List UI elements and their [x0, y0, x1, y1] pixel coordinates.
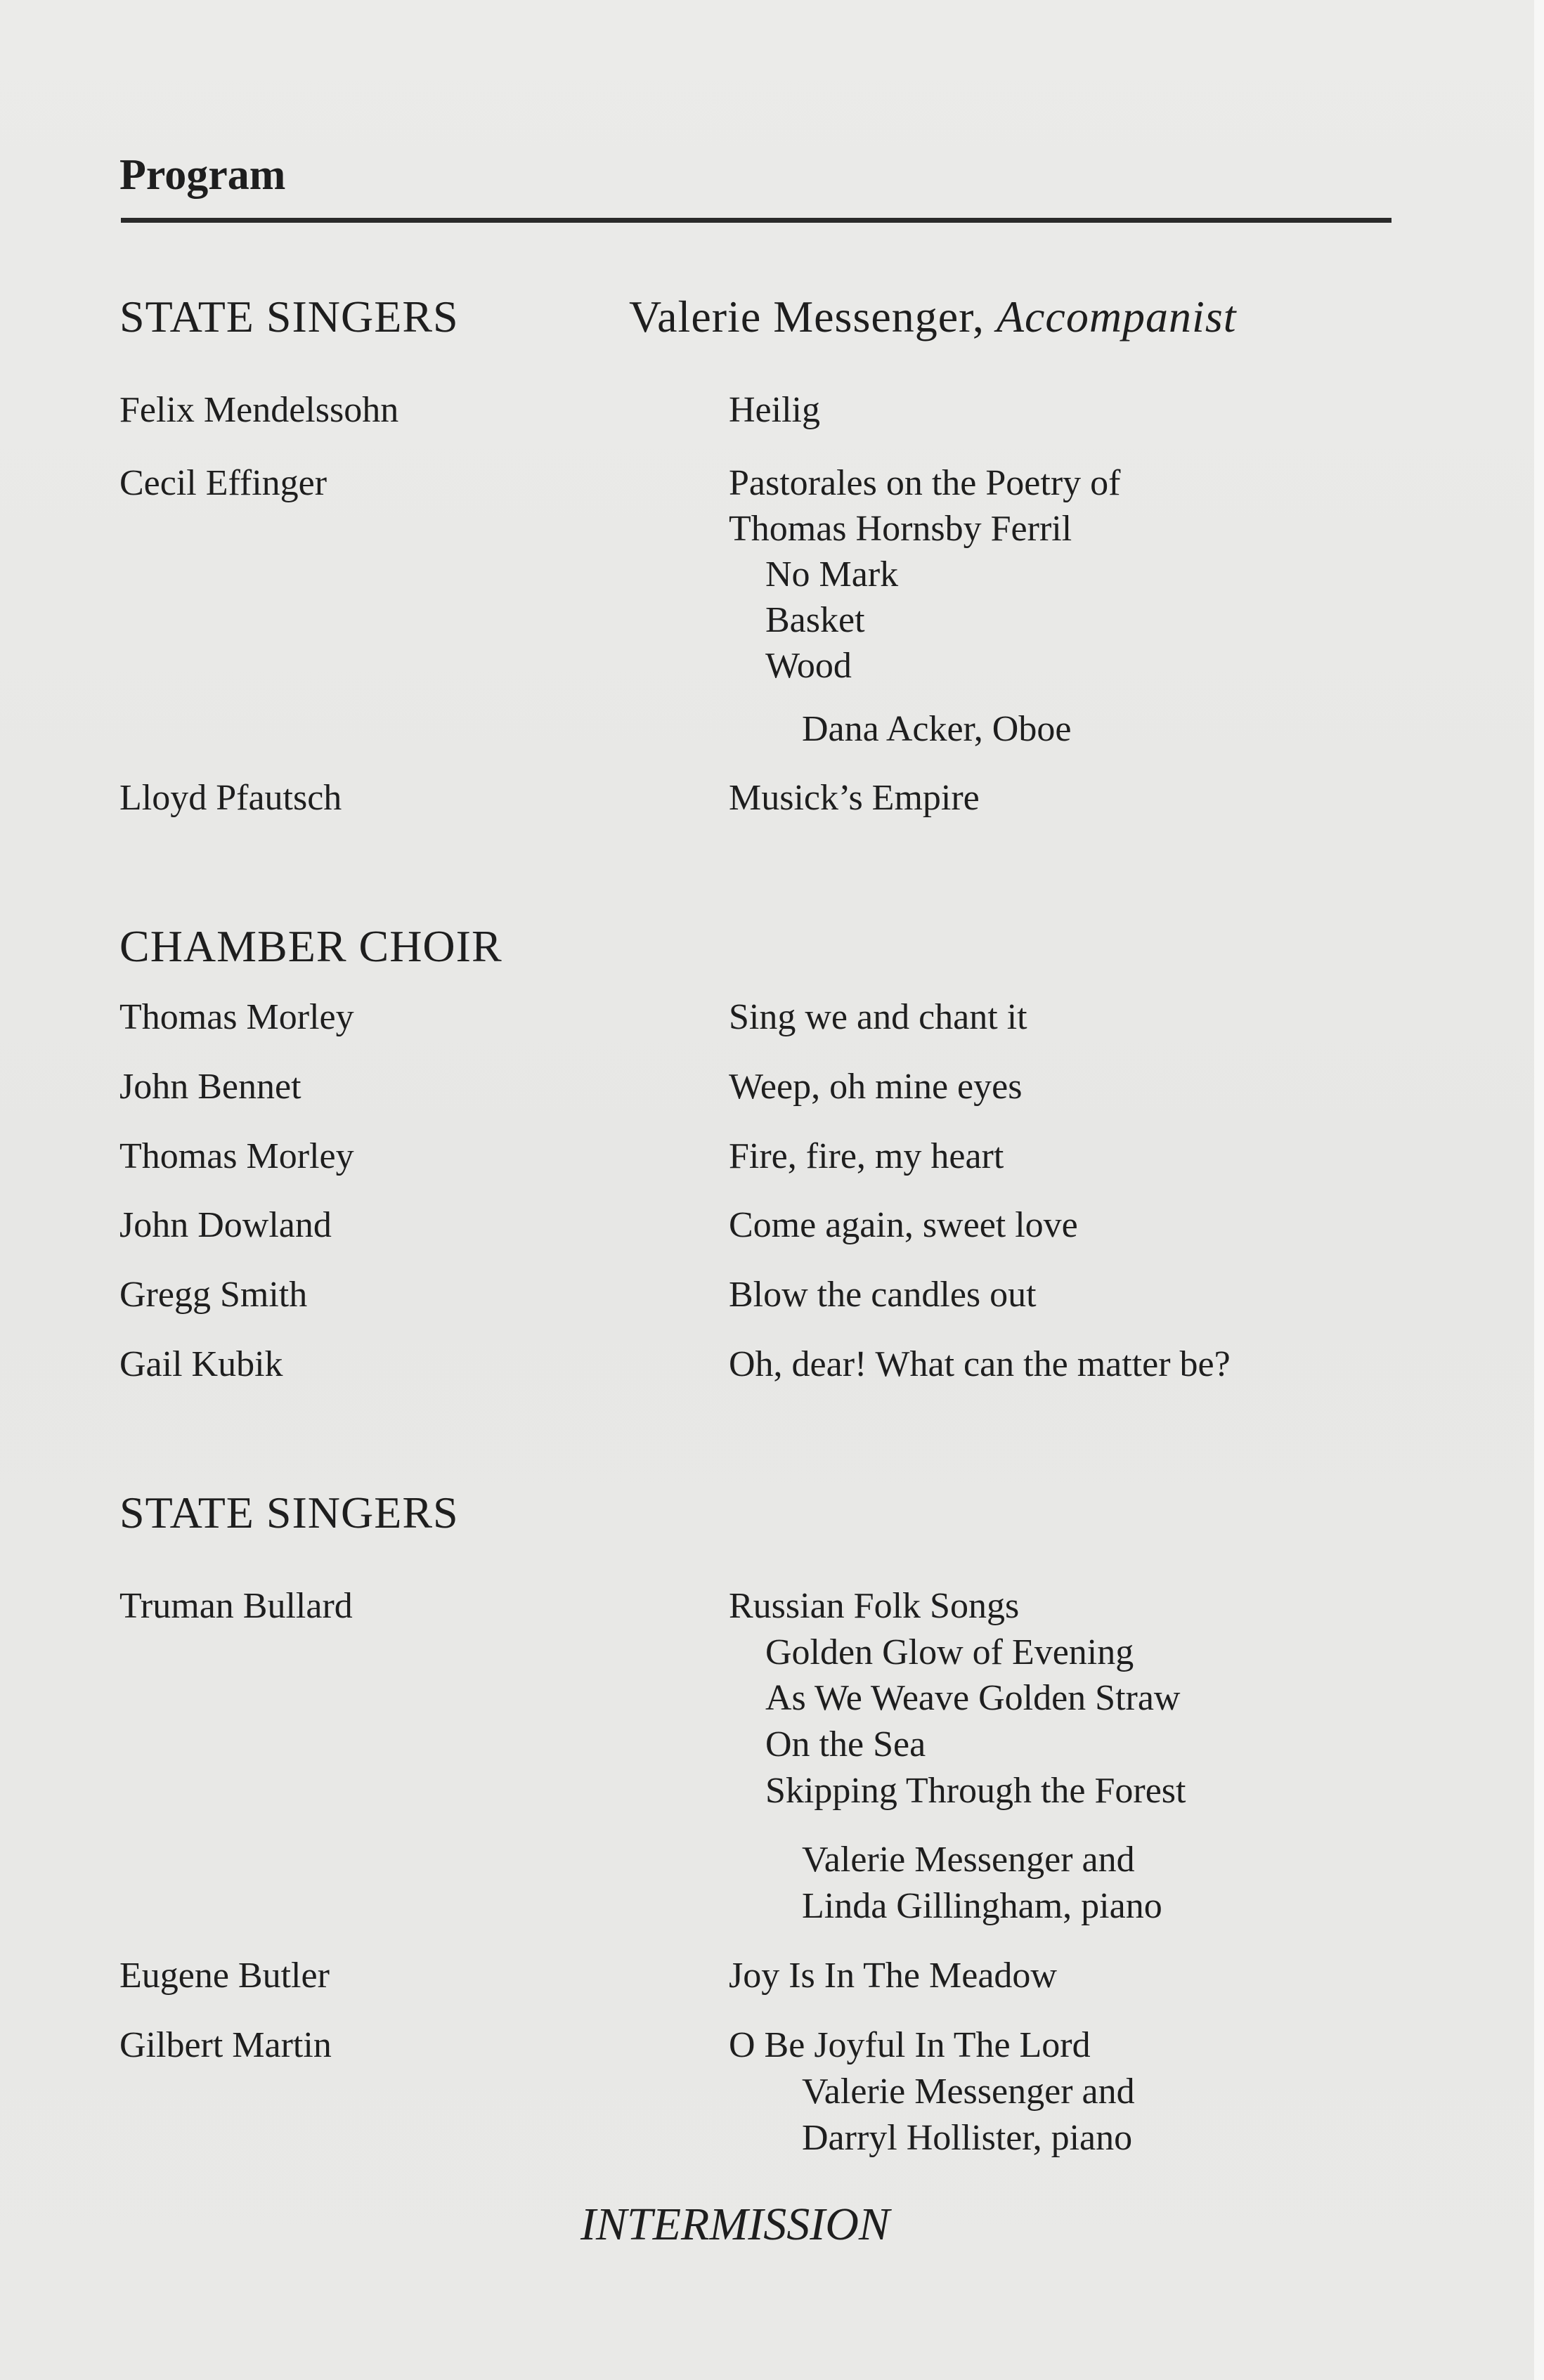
accompanist-name: Valerie Messenger,	[629, 292, 985, 342]
performer: Valerie Messenger and	[802, 2072, 1135, 2112]
movement: Golden Glow of Evening	[765, 1632, 1134, 1672]
work-title: Come again, sweet love	[729, 1205, 1078, 1245]
intermission-label: INTERMISSION	[580, 2199, 890, 2250]
work-title: Pastorales on the Poetry of	[729, 463, 1121, 503]
page-edge	[1534, 0, 1544, 2380]
composer: Truman Bullard	[119, 1586, 353, 1626]
performer: Valerie Messenger and	[802, 1840, 1135, 1880]
composer: Cecil Effinger	[119, 463, 327, 503]
composer: John Dowland	[119, 1205, 332, 1245]
movement: As We Weave Golden Straw	[765, 1678, 1181, 1718]
composer: John Bennet	[119, 1067, 301, 1107]
work-title: Weep, oh mine eyes	[729, 1067, 1023, 1107]
composer: Felix Mendelssohn	[119, 390, 399, 430]
title-rule	[121, 218, 1391, 223]
movement: No Mark	[765, 554, 899, 594]
composer: Eugene Butler	[119, 1956, 330, 1996]
work-title: O Be Joyful In The Lord	[729, 2025, 1091, 2065]
composer: Thomas Morley	[119, 997, 354, 1037]
section-heading: STATE SINGERS	[119, 292, 459, 342]
composer: Gilbert Martin	[119, 2025, 332, 2065]
performer: Linda Gillingham, piano	[802, 1886, 1162, 1926]
movement: Wood	[765, 646, 852, 686]
work-title: Russian Folk Songs	[729, 1586, 1020, 1626]
work-title: Blow the candles out	[729, 1275, 1037, 1315]
page-title: Program	[119, 151, 286, 199]
work-title: Sing we and chant it	[729, 997, 1027, 1037]
accompanist-line	[629, 291, 1237, 343]
movement: Basket	[765, 600, 865, 640]
composer: Thomas Morley	[119, 1136, 354, 1176]
work-title: Fire, fire, my heart	[729, 1136, 1004, 1176]
composer: Lloyd Pfautsch	[119, 778, 342, 818]
section-heading: CHAMBER CHOIR	[119, 921, 502, 971]
composer: Gail Kubik	[119, 1344, 283, 1384]
performer: Darryl Hollister, piano	[802, 2118, 1133, 2158]
movement: On the Sea	[765, 1724, 926, 1764]
work-title: Thomas Hornsby Ferril	[729, 509, 1072, 549]
work-title: Joy Is In The Meadow	[729, 1956, 1057, 1996]
work-title: Heilig	[729, 390, 820, 430]
composer: Gregg Smith	[119, 1275, 308, 1315]
movement: Skipping Through the Forest	[765, 1771, 1186, 1811]
accompanist-role: Accompanist	[996, 292, 1237, 342]
section-heading: STATE SINGERS	[119, 1488, 459, 1537]
work-title: Musick’s Empire	[729, 778, 980, 818]
performer: Dana Acker, Oboe	[802, 709, 1072, 749]
work-title: Oh, dear! What can the matter be?	[729, 1344, 1231, 1384]
